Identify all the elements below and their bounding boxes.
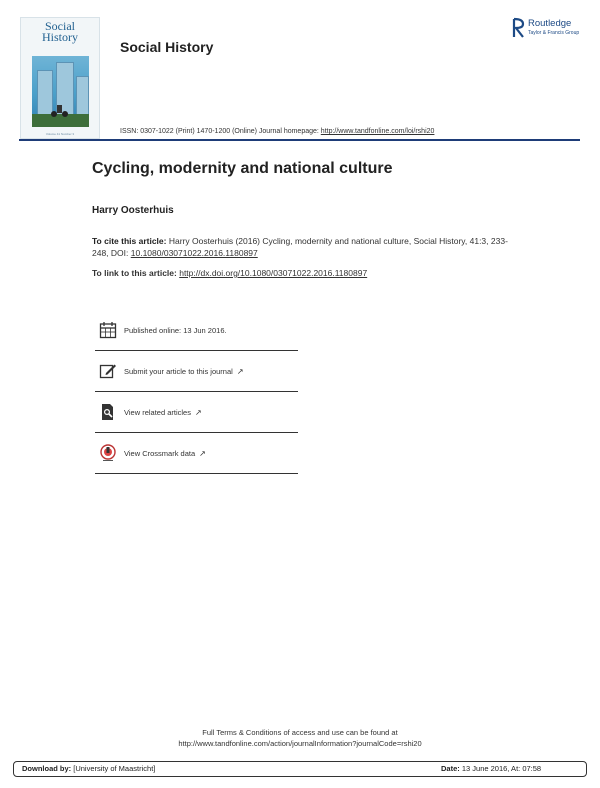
downloaded-by <box>22 764 155 773</box>
cover-title-line2: History <box>42 30 78 44</box>
download-date-value: 13 June 2016, At: 07:58 <box>459 764 542 773</box>
header-divider <box>19 139 580 141</box>
citation-block <box>92 236 512 259</box>
article-link-line <box>92 268 367 278</box>
link-label: To link to this article: <box>92 268 180 278</box>
cover-title-line1: Social <box>45 19 75 33</box>
routledge-icon <box>511 17 525 39</box>
download-date <box>441 764 541 773</box>
downloaded-by-label: Download by: <box>22 764 72 773</box>
external-link-icon: ↗ <box>199 448 206 458</box>
cover-photo <box>32 56 89 127</box>
external-link-icon: ↗ <box>194 407 202 417</box>
published-online-label: Published online: 13 Jun 2016. <box>124 325 227 335</box>
terms-url[interactable]: http://www.tandfonline.com/action/journalInformation?journalCode=rshi20 <box>178 739 422 748</box>
edit-icon <box>99 362 117 380</box>
article-author: Harry Oosterhuis <box>92 205 174 216</box>
related-articles-link[interactable] <box>95 392 298 433</box>
journal-cover <box>20 17 100 139</box>
cover-title <box>21 21 99 43</box>
terms-line-1: Full Terms & Conditions of access and use can be found at <box>202 728 398 737</box>
article-title: Cycling, modernity and national culture <box>92 160 393 177</box>
downloaded-by-value: [University of Maastricht] <box>71 764 156 773</box>
calendar-icon <box>99 321 117 339</box>
cite-text: Harry Oosterhuis (2016) Cycling, modernity and national culture, Social History, 41:3, 233-248, DOI: <box>92 236 508 258</box>
download-info-box <box>13 761 587 777</box>
publisher-name: Routledge <box>528 18 572 29</box>
download-date-label: Date: <box>441 764 460 773</box>
related-articles-label: View related articles <box>124 407 191 417</box>
doi-link[interactable]: 10.1080/03071022.2016.1180897 <box>130 247 258 258</box>
document-search-icon <box>99 403 117 421</box>
crossmark-label: View Crossmark data <box>124 448 196 458</box>
issn-text: ISSN: 0307-1022 (Print) 1470-1200 (Online) Journal homepage: <box>120 128 321 135</box>
terms-notice <box>0 727 600 749</box>
submit-article-link[interactable] <box>95 351 298 392</box>
cite-label: To cite this article: <box>92 236 167 246</box>
journal-title: Social History <box>120 39 214 55</box>
article-actions <box>95 310 298 474</box>
published-online-row <box>95 310 298 351</box>
publisher-logo[interactable] <box>511 17 591 39</box>
crossmark-icon <box>99 444 117 462</box>
submit-article-label: Submit your article to this journal <box>124 366 233 376</box>
issn-line <box>120 128 434 135</box>
external-link-icon: ↗ <box>236 366 244 376</box>
journal-homepage-link[interactable]: http://www.tandfonline.com/loi/rshi20 <box>320 128 435 135</box>
crossmark-link[interactable] <box>95 433 298 474</box>
cover-footer: Volume 41 Number 3 <box>45 132 75 136</box>
publisher-group: Taylor & Francis Group <box>528 30 580 36</box>
article-url-link[interactable]: http://dx.doi.org/10.1080/03071022.2016.1180897 <box>179 268 368 278</box>
